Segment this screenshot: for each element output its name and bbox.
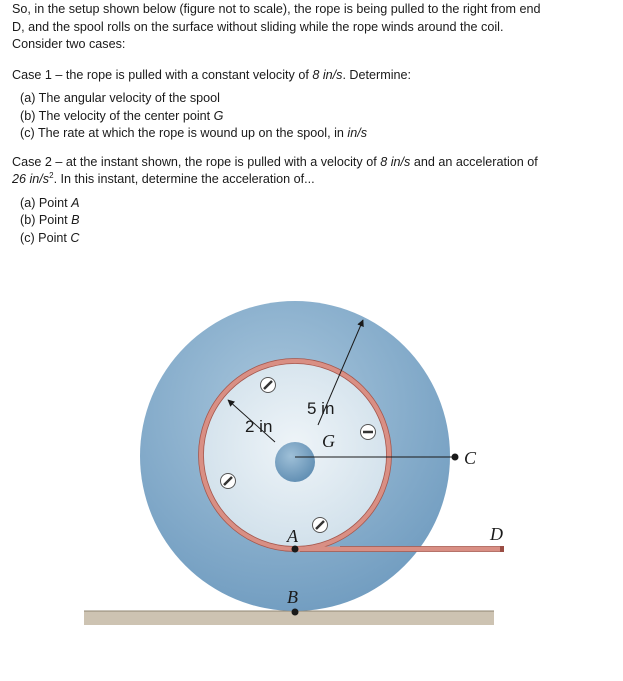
bolt-icon: [313, 518, 328, 533]
bolt-icon: [221, 474, 236, 489]
case2-item-b-point: B: [71, 213, 80, 227]
point-c-dot: [452, 454, 459, 461]
case2-prefix: Case 2 – at the instant shown, the rope is pulled with a velocity of: [12, 154, 381, 169]
case1-item-c-text: (c) The rate at which the rope is wound up on the spool, in: [20, 126, 348, 140]
case1-item-b-emph: G: [213, 108, 224, 123]
case1-velocity: 8 in/s: [312, 67, 343, 82]
point-d-label: D: [490, 524, 503, 544]
case2-suffix: . In this instant, determine the acceleration of...: [53, 172, 315, 186]
bolt-icon: [261, 378, 276, 393]
case2-accel: 26 in/s: [12, 172, 50, 186]
case2-mid: and an acceleration of: [410, 154, 538, 169]
case1-suffix: . Determine:: [342, 67, 412, 82]
bolt-icon: [361, 425, 376, 440]
outer-radius-label: 5 in: [307, 399, 335, 418]
case2-item-c-point: C: [70, 230, 80, 245]
point-a-dot: [292, 546, 299, 553]
rope-end-d: [500, 546, 504, 552]
case2-velocity: 8 in/s: [380, 154, 411, 169]
case2-item-b-prefix: (b) Point: [20, 213, 72, 227]
ground-surface: [84, 611, 494, 625]
intro-line-1: So, in the setup shown below (figure not to scale), the rope is being pulled to the right from end: [12, 2, 541, 16]
case2-item-a-prefix: (a) Point: [20, 195, 72, 210]
case1-prefix: Case 1 – the rope is pulled with a constant velocity of: [12, 67, 313, 82]
point-c-label: C: [464, 448, 477, 468]
intro-line-2: D, and the spool rolls on the surface without sliding while the rope winds around the coil.: [12, 19, 504, 34]
case1-item-b-text: (b) The velocity of the center point: [20, 108, 214, 123]
point-b-label: B: [287, 587, 298, 607]
inner-radius-label: 2 in: [245, 417, 273, 436]
intro-line-3: Consider two cases:: [12, 37, 126, 51]
spool-hub: [275, 442, 315, 482]
center-label: G: [322, 431, 335, 451]
case2-item-a-point: A: [71, 195, 80, 210]
point-a-label: A: [287, 526, 298, 546]
case1-item-a-text: (a) The angular velocity of the spool: [20, 91, 220, 105]
case2-accel-sup: 2: [49, 170, 54, 180]
case2-item-c-prefix: (c) Point: [20, 230, 71, 245]
point-b-dot: [292, 609, 299, 616]
case1-item-c-emph: in/s: [347, 126, 368, 140]
